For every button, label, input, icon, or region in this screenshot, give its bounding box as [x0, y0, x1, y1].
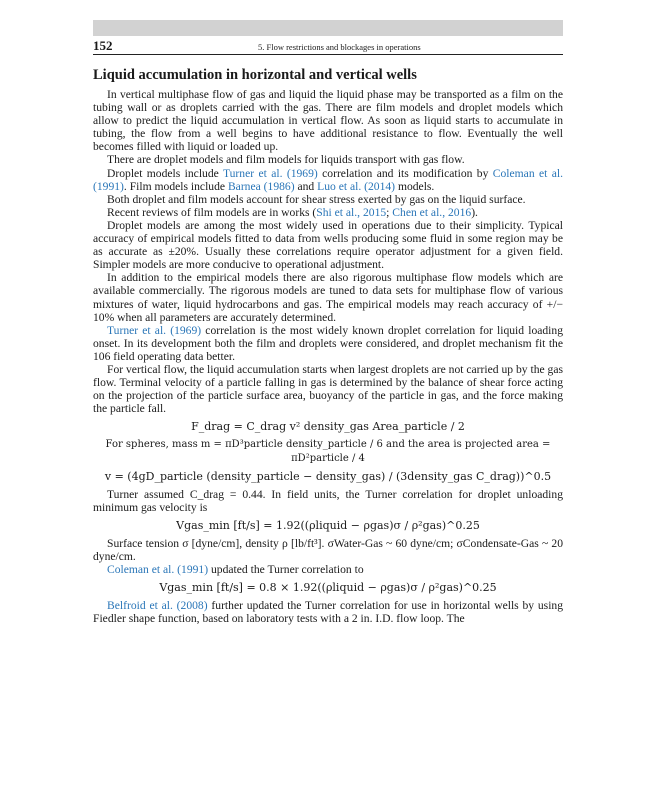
citation-link[interactable]: Barnea (1986): [227, 179, 295, 193]
paragraph: Belfroid et al. (2008) further updated the Turner correlation for use in horizontal wells by using Fiedler shape function, based on laboratory tests with a 2 in. I.D. flow loop. The: [93, 599, 564, 626]
citation-link[interactable]: Turner et al. (1969): [107, 323, 202, 337]
paragraph: Coleman et al. (1991) updated the Turner correlation to: [107, 563, 364, 577]
citation-link[interactable]: Chen et al., 2016: [392, 205, 472, 219]
citation-link[interactable]: Belfroid et al. (2008): [107, 599, 208, 613]
equation-coleman: Vgas_min [ft/s] = 0.8 × 1.92((ρliquid − ρgas)σ / ρ²gas)^0.25: [159, 581, 497, 595]
paragraph: Turner et al. (1969) correlation is the most widely known droplet correlation for liquid loading onset. In its development both the film and droplets were considered, and droplet mechanism fit the 106 field operating data better.: [93, 323, 563, 363]
paragraph: In addition to the empirical models there are also rigorous multiphase flow models which are available commercially. The rigorous models are tuned to data sets for multiphase flow of various mixtures of water, liquid hydrocarbons and gas. The empirical models may reach accuracy of +/− 10% when all parameters are accurately determined.: [93, 271, 563, 324]
body-text: [93, 88, 563, 626]
header-bar: [93, 20, 563, 36]
paragraph: Droplet models are among the most widely used in operations due to their simplicity. Typical accuracy of empirical models fitted to data from wells producing some fluid in some region may be as accurate as ±20%. Usually these correlations require operator adjustment for a given field. Simpler models are more conducive to operational adjustment.: [93, 218, 563, 272]
equation-drag-force: F_drag = C_drag v² density_gas Area_particle / 2: [191, 420, 465, 434]
citation-link[interactable]: Coleman et al. (1991): [93, 166, 564, 193]
paragraph: For vertical flow, the liquid accumulation starts when largest droplets are not carried up by the gas flow. Terminal velocity of a particle falling in gas is determined by the balance of shear force acting on the projection of the particle surface area, buoyancy of the particle in gas, and the force making the particle fall.: [93, 362, 563, 416]
citation-link[interactable]: Coleman et al. (1991): [107, 563, 209, 577]
paragraph: Droplet models include Turner et al. (1969) correlation and its modification by Coleman et al. (1991). Film models include Barnea (1986) and Luo et al. (2014) models.: [93, 166, 564, 193]
page-number: 152: [93, 38, 113, 53]
equation-sphere-mass: For spheres, mass m = πD³particle density_particle / 6 and the area is projected area = πD²particle / 4: [105, 439, 551, 464]
paragraph: Turner assumed C_drag = 0.44. In field units, the Turner correlation for droplet unloading minimum gas velocity is: [93, 487, 563, 514]
equation-turner: Vgas_min [ft/s] = 1.92((ρliquid − ρgas)σ / ρ²gas)^0.25: [176, 518, 480, 532]
paragraph: Recent reviews of film models are in works (Shi et al., 2015; Chen et al., 2016).: [107, 205, 478, 219]
paragraph: There are droplet models and film models for liquids transport with gas flow.: [107, 153, 465, 167]
paragraph: Surface tension σ [dyne/cm], density ρ [lb/ft³]. σWater-Gas ~ 60 dyne/cm; σCondensate-Gas ~ 20 dyne/cm.: [93, 537, 563, 564]
header-rule: [93, 54, 563, 55]
paragraph: In vertical multiphase flow of gas and liquid the liquid phase may be transported as a film on the tubing wall or as droplets carried with the gas. There are film models and droplet models which allow to predict the liquid accumulation in vertical flow. As soon as liquid starts to accumulate in tubing, the flow from a well begins to have additional resistance to flow. Eventually the well becomes filled with liquid or loaded up.: [93, 88, 563, 154]
citation-link[interactable]: Turner et al. (1969): [222, 166, 318, 180]
paragraph: Both droplet and film models account for shear stress exerted by gas on the liquid surface.: [107, 192, 526, 206]
running-head: 5. Flow restrictions and blockages in operations: [258, 42, 421, 52]
citation-link[interactable]: Luo et al. (2014): [317, 179, 396, 193]
section-title: Liquid accumulation in horizontal and vertical wells: [93, 67, 417, 83]
equation-terminal-velocity: v = (4gD_particle (density_particle − density_gas) / (3density_gas C_drag))^0.5: [104, 469, 552, 483]
citation-link[interactable]: Shi et al., 2015: [316, 205, 387, 219]
